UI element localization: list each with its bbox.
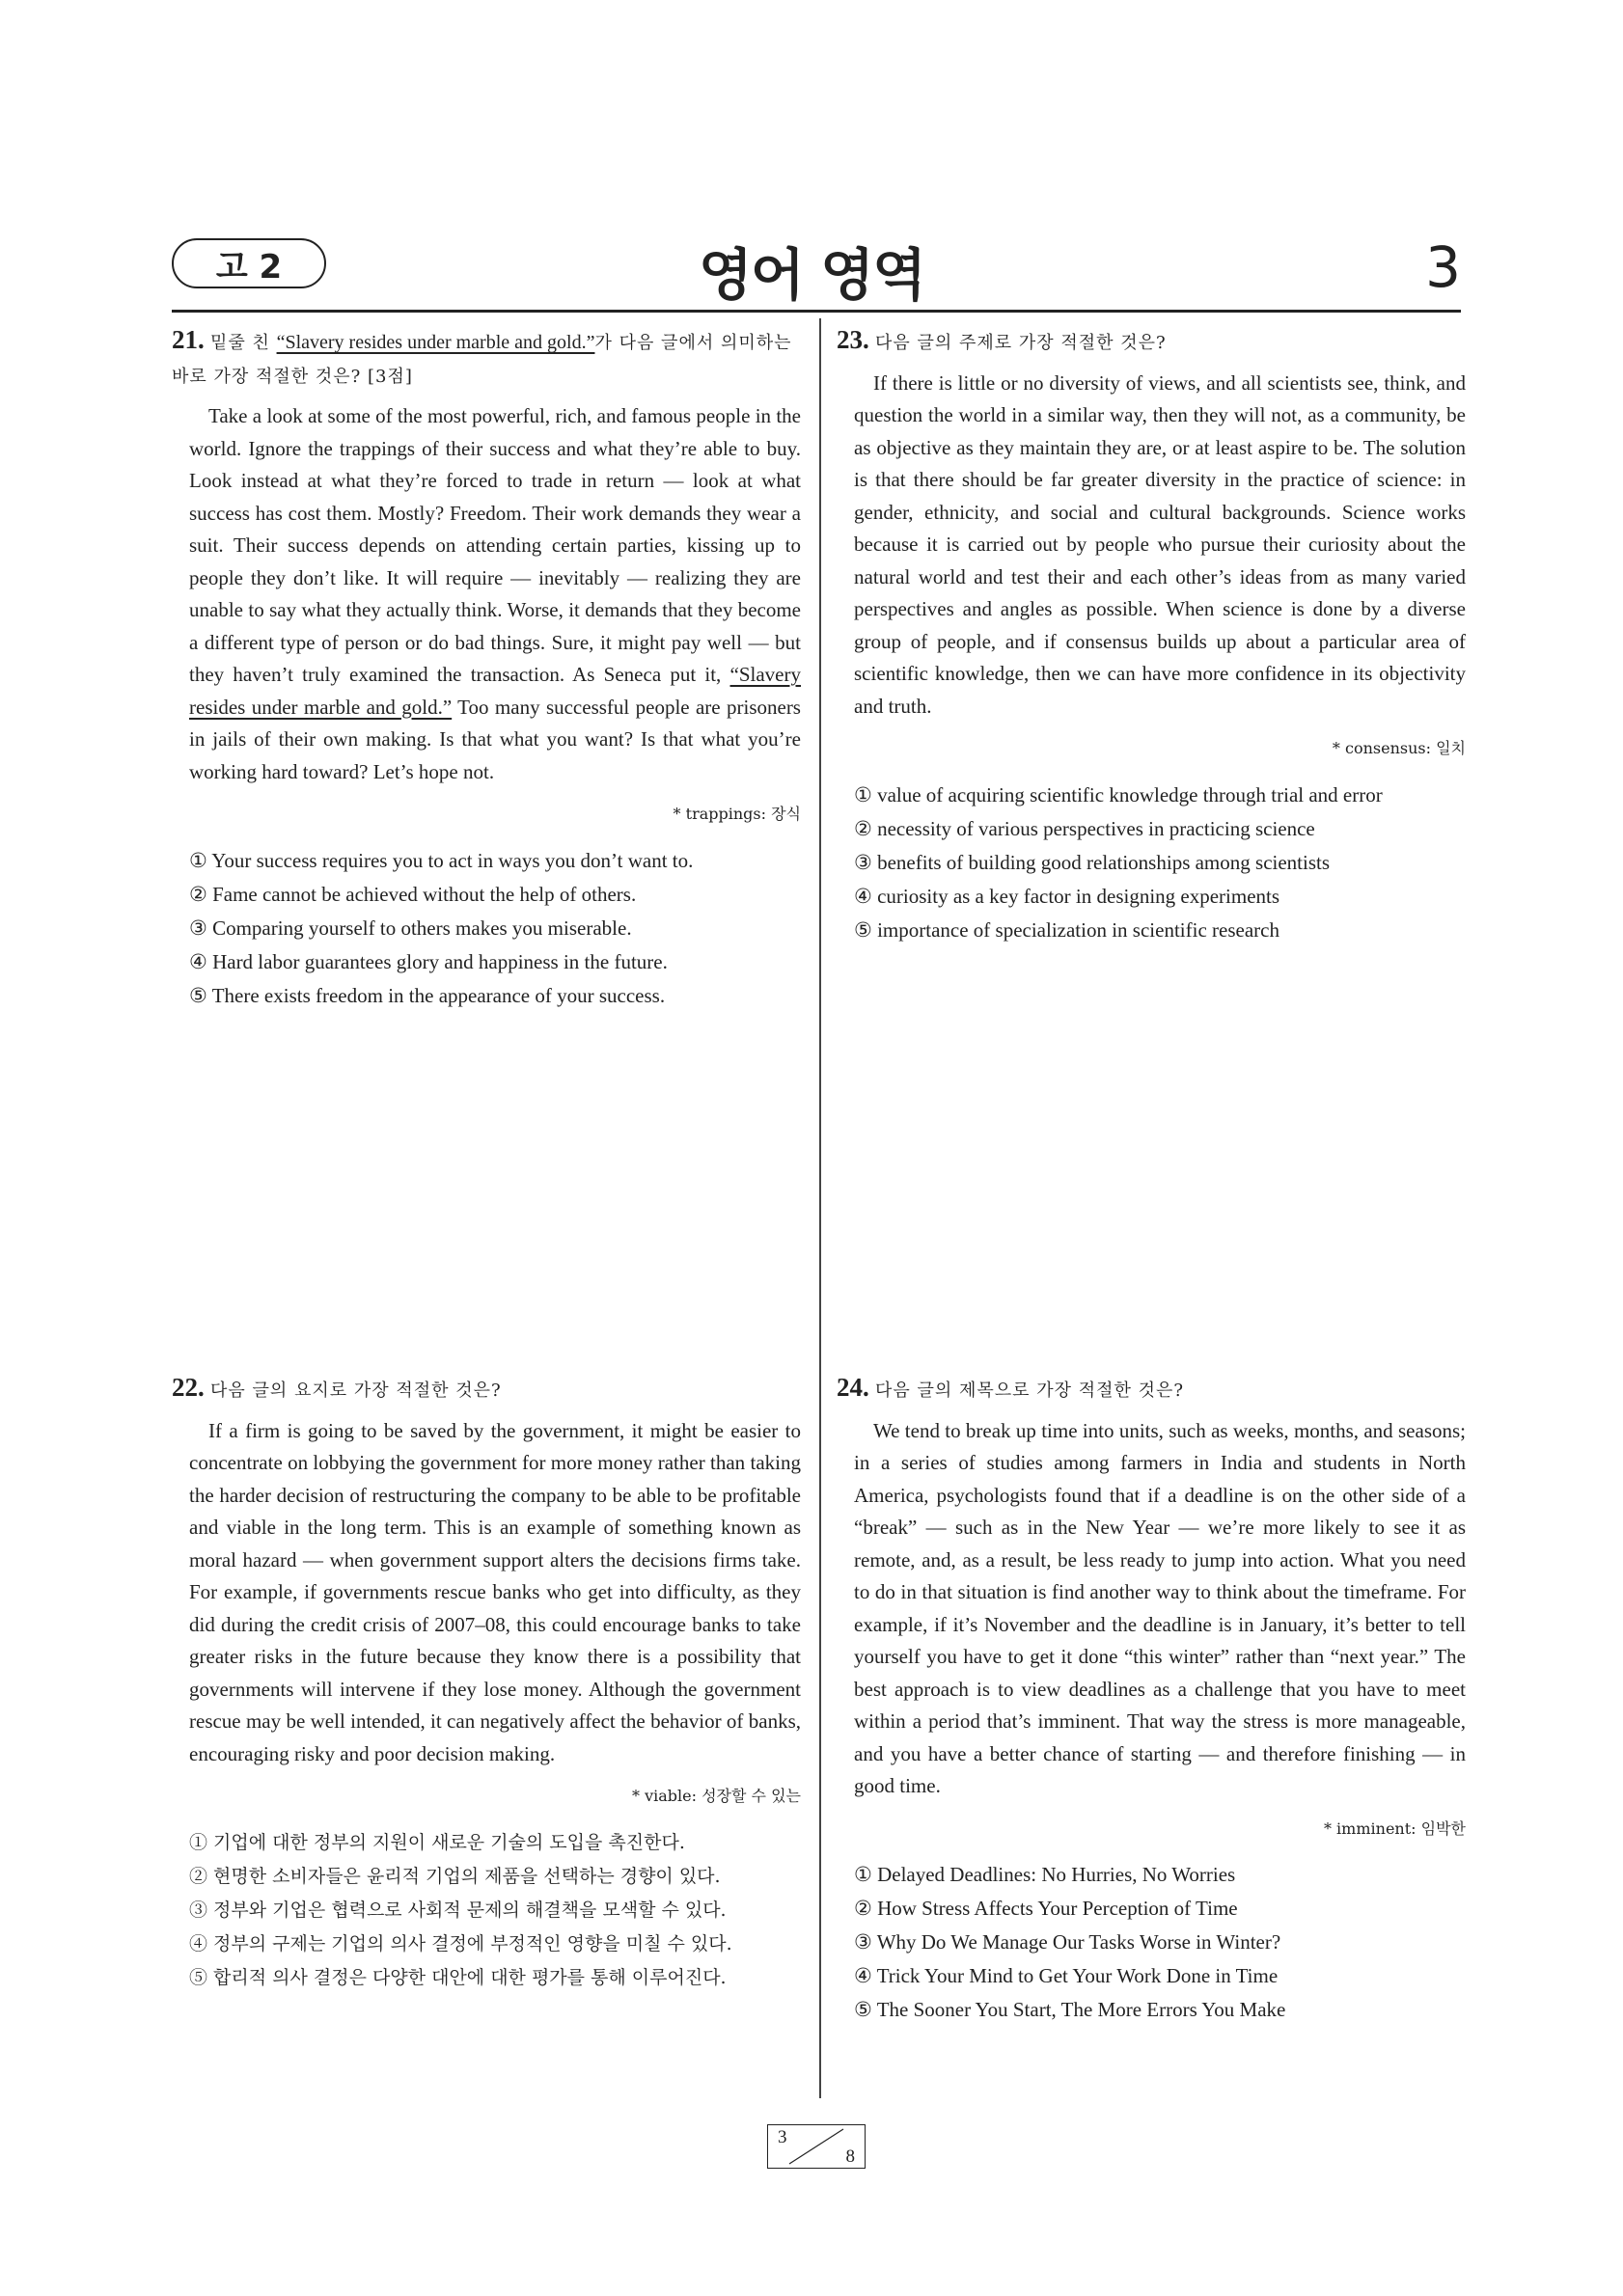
answer-options [189,844,801,1013]
question-21 [172,324,801,1013]
passage: We tend to break up time into units, such as weeks, months, and seasons; in a series of studies among farmers in India and students in North America, psychologists found that if a deadline is on the other side of a “break” — such as in the New Year — we’re more likely to see it as remote, and, as a result, be less ready to jump into action. What you need to do in that situation is find another way to think about the timeframe. For example, if it’s November and the deadline is in January, it’s better to tell yourself you have to get it done “this winter” rather than “next year.” The best approach is to view deadlines as a challenge that you have to meet within a period that’s imminent. That way the stress is more manageable, and you have a better chance of starting — and therefore finishing — in good time. [854,1418,1466,1797]
answer-option-3[interactable]: ③ Why Do We Manage Our Tasks Worse in Winter? [854,1930,1281,1954]
footnote: * trappings: 장식 [673,805,801,823]
answer-options [854,1858,1466,2027]
underlined-quote: “Slavery resides under marble and gold.” [276,332,595,353]
answer-option-3[interactable]: ③ benefits of building good relationships among scientists [854,850,1331,874]
answer-option-4[interactable]: ④ Trick Your Mind to Get Your Work Done in Time [854,1964,1279,1987]
answer-option-1[interactable]: ① Your success requires you to act in ways you don’t want to. [189,848,694,872]
passage: If there is little or no diversity of views, and all scientists see, think, and question the world in a similar way, then they will not, as a community, be as objective as they maintain they are, or at least aspire to be. The solution is that there should be far greater diversity in the practice of science: in gender, ethnicity, and social and cultural backgrounds. Science works because it is carried out by people who pursue their curiosity about the natural world and test their and each other’s ideas from as many varied perspectives and angles as possible. When science is done by a diverse group of people, and if consensus builds up about a particular area of scientific knowledge, then we can have more confidence in its objectivity and truth. [854,370,1466,718]
page-number: 3 [1425,234,1461,300]
question-number: 22. [172,1373,205,1402]
answer-option-4[interactable]: ④ Hard labor guarantees glory and happiness in the future. [189,949,668,973]
footnote: * imminent: 임박한 [1323,1818,1466,1838]
question-number: 21. [172,325,205,354]
question-21-prompt: 21. 밑줄 친 “Slavery resides under marble and gold.”가 다음 글에서 의미하는 바로 가장 적절한 것은? [3점] [172,325,792,387]
answer-options [854,779,1466,947]
answer-option-2[interactable]: ② How Stress Affects Your Perception of Time [854,1897,1238,1920]
answer-option-5[interactable]: ⑤ The Sooner You Start, The More Errors You Make [854,1998,1286,2021]
answer-option-5[interactable]: ⑤ 합리적 의사 결정은 다양한 대안에 대한 평가를 통해 이루어진다. [189,1966,727,1988]
answer-option-4[interactable]: ④ 정부의 구제는 기업의 의사 결정에 부정적인 영향을 미칠 수 있다. [189,1932,732,1954]
grade-badge: 고 2 [172,238,326,288]
answer-option-3[interactable]: ③ 정부와 기업은 협력으로 사회적 문제의 해결책을 모색할 수 있다. [189,1899,727,1921]
underlined-quote: “Slavery resides under marble and gold.” [189,663,801,719]
answer-option-2[interactable]: ② necessity of various perspectives in practicing science [854,816,1315,840]
passage: Take a look at some of the most powerful, rich, and famous people in the world. Ignore the trappings of their success and what they’re able to buy. Look instead at what they’re forced to trade in return — look at what success has cost them. Mostly? Freedom. Their work demands they wear a suit. Their success depends on attending certain parties, kissing up to people they don’t like. It will require — inevitably — realizing they are unable to say what they actually think. Worse, it demands that they become a different type of person or do bad things. Sure, it might pay well — but they haven’t truly examined the transaction. As Seneca put it, “Slavery resides under marble and gold.” Too many successful people are prisoners in jails of their own making. Is that what you want? Is that what you’re working hard toward? Let’s hope not. [189,404,801,783]
question-24-prompt: 24. 다음 글의 제목으로 가장 적절한 것은? [837,1373,1185,1402]
question-23-prompt: 23. 다음 글의 주제로 가장 적절한 것은? [837,325,1167,354]
footer-current-page: 3 [778,2127,787,2147]
answer-option-1[interactable]: ① value of acquiring scientific knowledge through trial and error [854,782,1383,806]
column-divider [819,318,821,2098]
question-24 [837,1372,1466,2027]
answer-option-1[interactable]: ① Delayed Deadlines: No Hurries, No Worries [854,1863,1236,1886]
passage: If a firm is going to be saved by the government, it might be easier to concentrate on lobbying the government for more money rather than taking the harder decision of restructuring the company to be able to be profitable and viable in the long term. This is an example of something known as moral hazard — when government support alters the decisions firms take. For example, if governments rescue banks who get into difficulty, as they did during the credit crisis of 2007–08, this could encourage banks to take greater risks in the future because they know there is a possibility that governments will intervene if they lose money. Although the government rescue may be well intended, it can negatively affect the behavior of banks, encouraging risky and poor decision making. [189,1418,801,1765]
subject-title: 영어 영역 [698,242,925,308]
answer-option-2[interactable]: ② Fame cannot be achieved without the help of others. [189,882,637,906]
answer-options [189,1826,801,1995]
question-number: 23. [837,325,869,354]
question-22 [172,1372,801,1995]
footnote: * consensus: 일치 [1332,739,1466,757]
answer-option-5[interactable]: ⑤ importance of specialization in scientific research [854,917,1279,942]
question-23 [837,324,1466,947]
answer-option-5[interactable]: ⑤ There exists freedom in the appearance of your success. [189,983,666,1007]
footnote: * viable: 성장할 수 있는 [632,1787,801,1805]
header-rule [172,310,1461,313]
question-22-prompt: 22. 다음 글의 요지로 가장 적절한 것은? [172,1373,502,1402]
answer-option-3[interactable]: ③ Comparing yourself to others makes you miserable. [189,916,632,940]
answer-option-2[interactable]: ② 현명한 소비자들은 윤리적 기업의 제품을 선택하는 경향이 있다. [189,1865,721,1887]
question-number: 24. [837,1373,869,1402]
footer-total-pages: 8 [845,2146,855,2167]
answer-option-1[interactable]: ① 기업에 대한 정부의 지원이 새로운 기술의 도입을 촉진한다. [189,1831,685,1853]
page-footer [767,2124,866,2169]
answer-option-4[interactable]: ④ curiosity as a key factor in designing experiments [854,884,1280,908]
